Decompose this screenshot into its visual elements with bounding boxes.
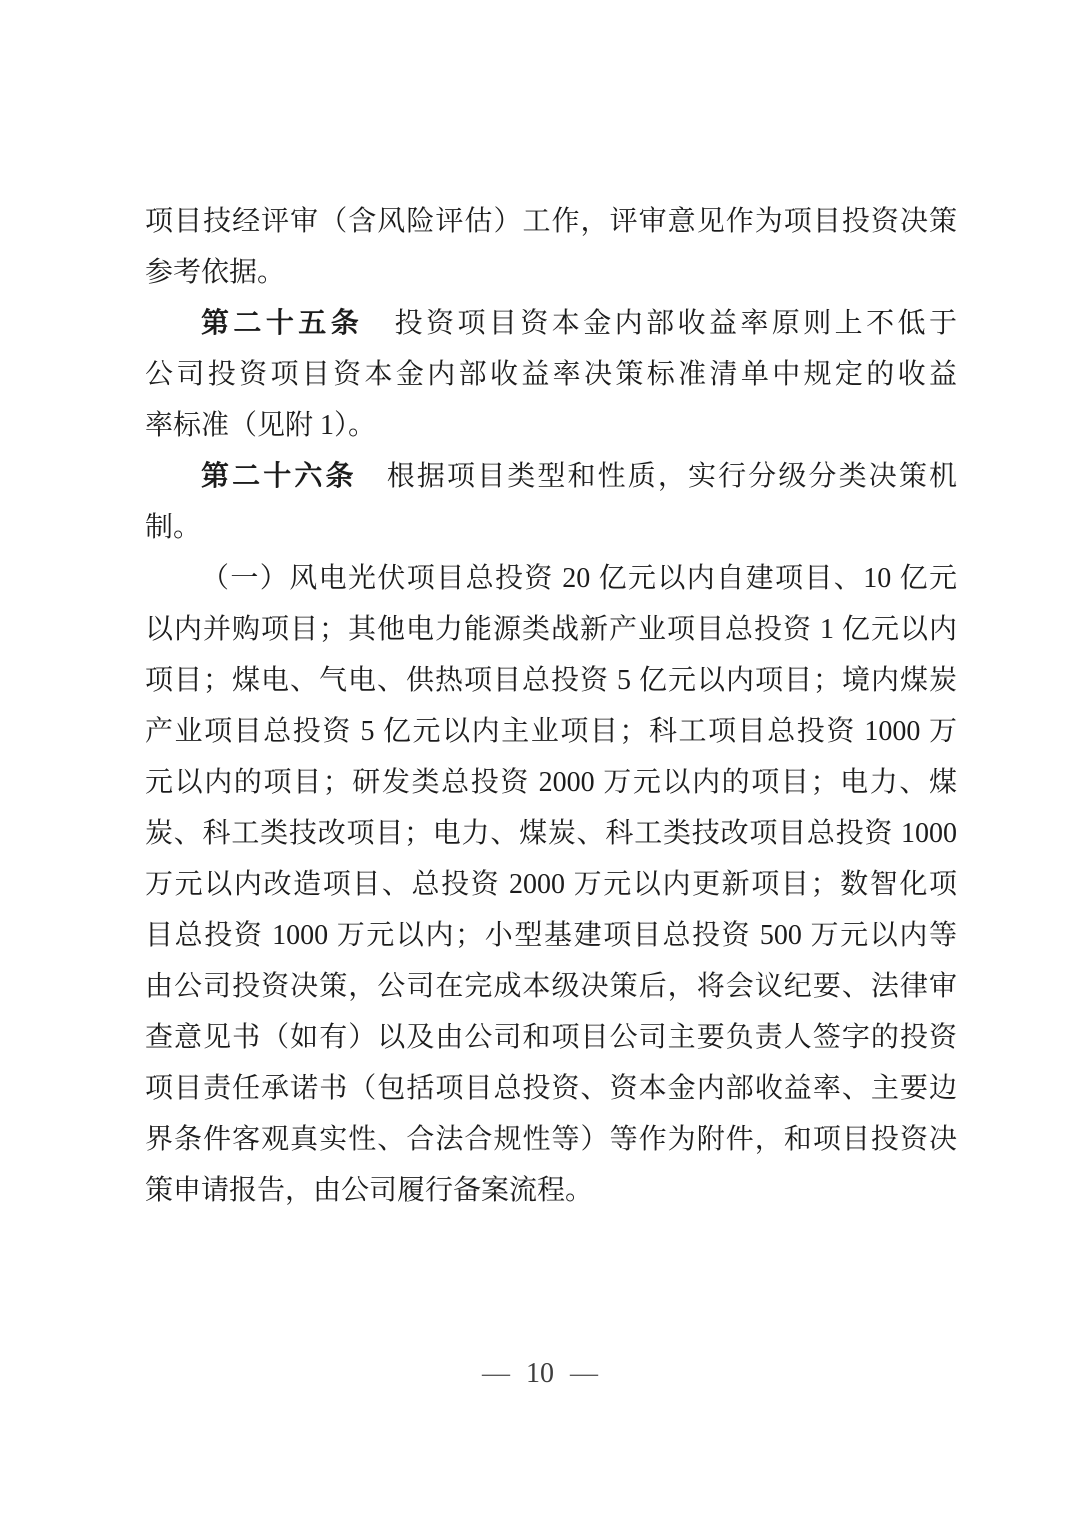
text-line: 公司投资项目资本金内部收益率决策标准清单中规定的收益 — [145, 359, 957, 390]
text-line: 项目技经评审（含风险评估）工作，评审意见作为项目投资决策 — [145, 206, 957, 237]
footer-dash-right: — — [570, 1358, 598, 1389]
footer-dash-left: — — [482, 1358, 510, 1389]
text-line: 项目责任承诺书（包括项目总投资、资本金内部收益率、主要边 — [145, 1073, 957, 1104]
text-line: 制。 — [145, 512, 202, 543]
document-body — [145, 196, 957, 1216]
text-run: 根据项目类型和性质，实行分级分类决策机 — [356, 461, 957, 492]
text-line: 目总投资 1000 万元以内；小型基建项目总投资 500 万元以内等 — [145, 920, 957, 951]
text-line: 参考依据。 — [145, 257, 286, 288]
text-line: 产业项目总投资 5 亿元以内主业项目；科工项目总投资 1000 万 — [145, 716, 957, 747]
text-line: 查意见书（如有）以及由公司和项目公司主要负责人签字的投资 — [145, 1022, 957, 1053]
text-line: 炭、科工类技改项目；电力、煤炭、科工类技改项目总投资 1000 — [145, 818, 957, 849]
text-line: 以内并购项目；其他电力能源类战新产业项目总投资 1 亿元以内 — [145, 614, 957, 645]
article-26-number: 第二十六条 — [201, 461, 357, 492]
text-line: 界条件客观真实性、合法合规性等）等作为附件，和项目投资决 — [145, 1124, 957, 1155]
page-footer — [0, 1348, 1080, 1399]
text-run: 投资项目资本金内部收益率原则上不低于 — [363, 308, 957, 339]
page-number: 10 — [526, 1358, 554, 1389]
text-line — [145, 451, 957, 502]
article-25-number: 第二十五条 — [201, 308, 364, 339]
text-line: 策申请报告，由公司履行备案流程。 — [145, 1175, 594, 1206]
text-line: 元以内的项目；研发类总投资 2000 万元以内的项目；电力、煤 — [145, 767, 957, 798]
text-line — [145, 298, 957, 349]
text-line: 万元以内改造项目、总投资 2000 万元以内更新项目；数智化项 — [145, 869, 957, 900]
text-line: 率标准（见附 1）。 — [145, 410, 377, 441]
text-line: （一）风电光伏项目总投资 20 亿元以内自建项目、10 亿元 — [201, 563, 957, 594]
text-line: 项目；煤电、气电、供热项目总投资 5 亿元以内项目；境内煤炭 — [145, 665, 957, 696]
text-line: 由公司投资决策，公司在完成本级决策后，将会议纪要、法律审 — [145, 971, 957, 1002]
